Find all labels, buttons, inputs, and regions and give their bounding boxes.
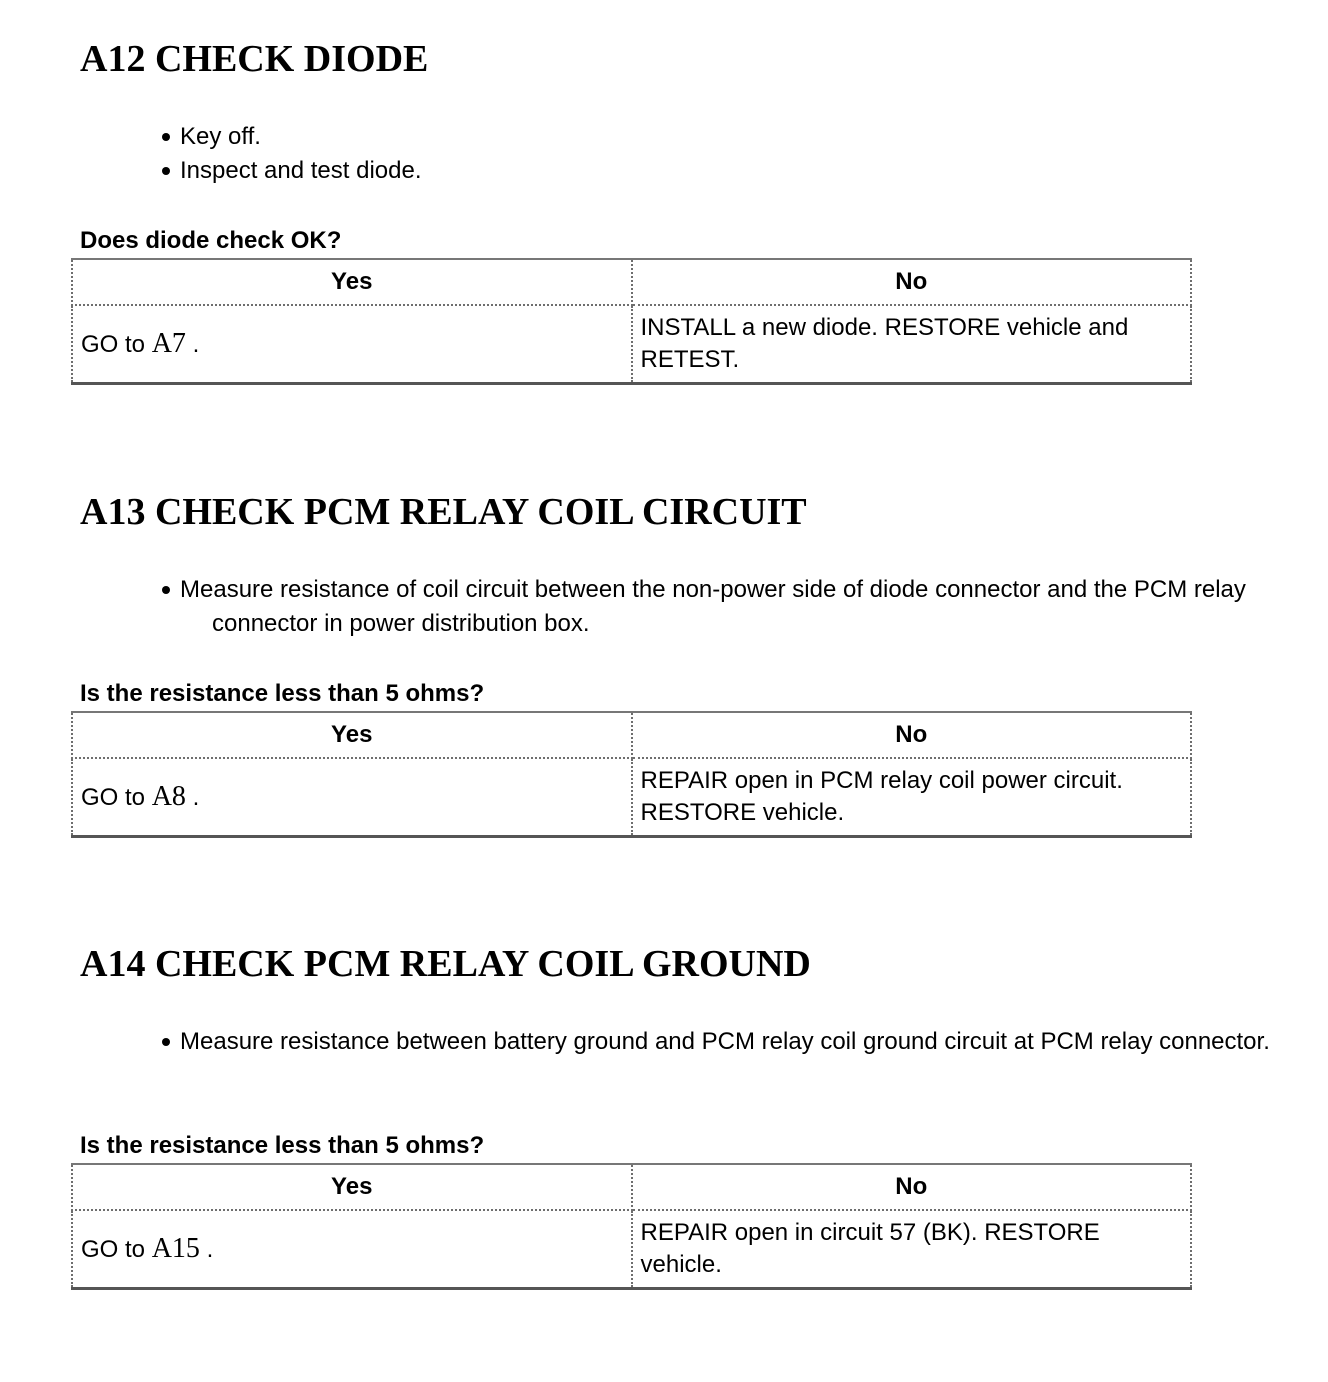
bullet-icon	[162, 133, 170, 141]
question: Does diode check OK?	[80, 227, 342, 254]
step-list	[162, 573, 1272, 641]
step-list	[162, 1025, 1270, 1059]
yes-suffix: .	[192, 330, 200, 358]
step-list	[162, 120, 422, 188]
step-text: Measure resistance of coil circuit between the non-power side of diode connector and the PCM relay connector in power distribution box.	[180, 576, 1246, 637]
step-link[interactable]: A8	[151, 780, 186, 812]
no-action: INSTALL a new diode. RESTORE vehicle and RETEST.	[632, 305, 1192, 384]
step-text: Key off.	[180, 123, 261, 150]
section-heading: A13 CHECK PCM RELAY COIL CIRCUIT	[80, 491, 807, 533]
no-header: No	[632, 1164, 1192, 1210]
step-text: Measure resistance between battery ground and PCM relay coil ground circuit at PCM relay connector.	[180, 1028, 1270, 1055]
no-action: REPAIR open in PCM relay coil power circuit. RESTORE vehicle.	[632, 758, 1192, 837]
result-table	[71, 258, 1192, 385]
yes-suffix: .	[192, 783, 200, 811]
no-action: REPAIR open in circuit 57 (BK). RESTORE vehicle.	[632, 1210, 1192, 1289]
step-link[interactable]: A15	[151, 1232, 200, 1264]
question: Is the resistance less than 5 ohms?	[80, 680, 485, 707]
yes-prefix: GO to	[81, 783, 146, 811]
result-table	[71, 1163, 1192, 1290]
step-item	[162, 154, 422, 188]
step-item	[162, 120, 422, 154]
no-header: No	[632, 712, 1192, 758]
step-item	[162, 1025, 1270, 1059]
step-item	[162, 573, 1272, 641]
yes-prefix: GO to	[81, 1235, 146, 1263]
yes-action	[72, 1210, 632, 1289]
bullet-icon	[162, 167, 170, 175]
step-text: Inspect and test diode.	[180, 157, 422, 184]
result-table	[71, 711, 1192, 838]
yes-suffix: .	[206, 1235, 214, 1263]
no-header: No	[632, 259, 1192, 305]
step-link[interactable]: A7	[151, 327, 186, 359]
bullet-icon	[162, 586, 170, 594]
yes-header: Yes	[72, 1164, 632, 1210]
bullet-icon	[162, 1038, 170, 1046]
yes-prefix: GO to	[81, 330, 146, 358]
question: Is the resistance less than 5 ohms?	[80, 1132, 485, 1159]
yes-header: Yes	[72, 259, 632, 305]
yes-action	[72, 758, 632, 837]
section-heading: A14 CHECK PCM RELAY COIL GROUND	[80, 943, 811, 985]
section-heading: A12 CHECK DIODE	[80, 38, 429, 80]
yes-action	[72, 305, 632, 384]
yes-header: Yes	[72, 712, 632, 758]
